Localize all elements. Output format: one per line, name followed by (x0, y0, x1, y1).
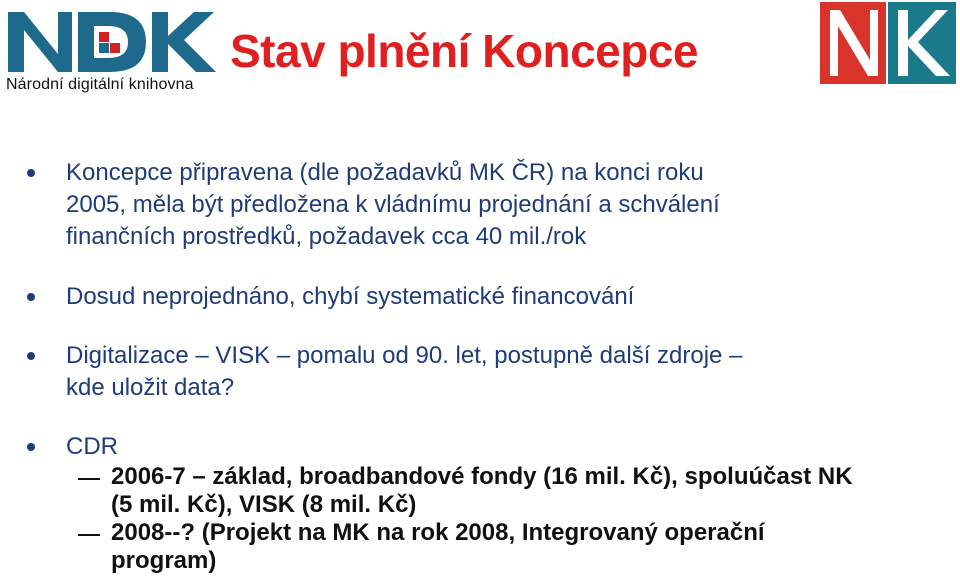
ndk-letter-n (8, 12, 72, 72)
ndk-letters-graphic (6, 6, 226, 76)
sub-dash (78, 478, 100, 480)
ndk-pixel-3 (99, 43, 109, 53)
ndk-pixel-1 (99, 32, 109, 42)
sub-1-line-2: (5 mil. Kč), VISK (8 mil. Kč) (111, 491, 417, 518)
ndk-letter-k (152, 12, 216, 72)
slide-title: Stav plnění Koncepce (230, 25, 699, 77)
bullet-1-line-2: 2005, měla být předložena k vládnímu projednání a schválení (66, 191, 720, 218)
bullet-4-line-1: CDR (66, 433, 118, 460)
sub-dash (78, 534, 100, 536)
bullet-1-line-1: Koncepce připravena (dle požadavků MK ČR) na konci roku (66, 159, 704, 186)
bullet-3-line-1: Digitalizace – VISK – pomalu od 90. let, postupně další zdroje – (66, 342, 743, 369)
ndk-logo (6, 6, 226, 98)
ndk-pixel-2 (110, 43, 120, 53)
bullet-dot (27, 443, 35, 451)
bullet-1-line-3: finančních prostředků, požadavek cca 40 mil./rok (66, 223, 587, 250)
bullet-dot (27, 169, 35, 177)
bullet-3-line-2: kde uložit data? (66, 374, 235, 401)
nk-logo (818, 2, 960, 84)
bullet-2-line-1: Dosud neprojednáno, chybí systematické financování (66, 283, 635, 310)
bullet-dot (27, 293, 35, 301)
sub-2-line-1: 2008--? (Projekt na MK na rok 2008, Integrovaný operační (111, 519, 765, 546)
ndk-letter-d (78, 12, 146, 72)
sub-1-line-1: 2006-7 – základ, broadbandové fondy (16 mil. Kč), spoluúčast NK (111, 463, 853, 490)
bullet-dot (27, 352, 35, 360)
ndk-caption: Národní digitální knihovna (6, 76, 194, 93)
sub-2-line-2: program) (111, 547, 217, 574)
